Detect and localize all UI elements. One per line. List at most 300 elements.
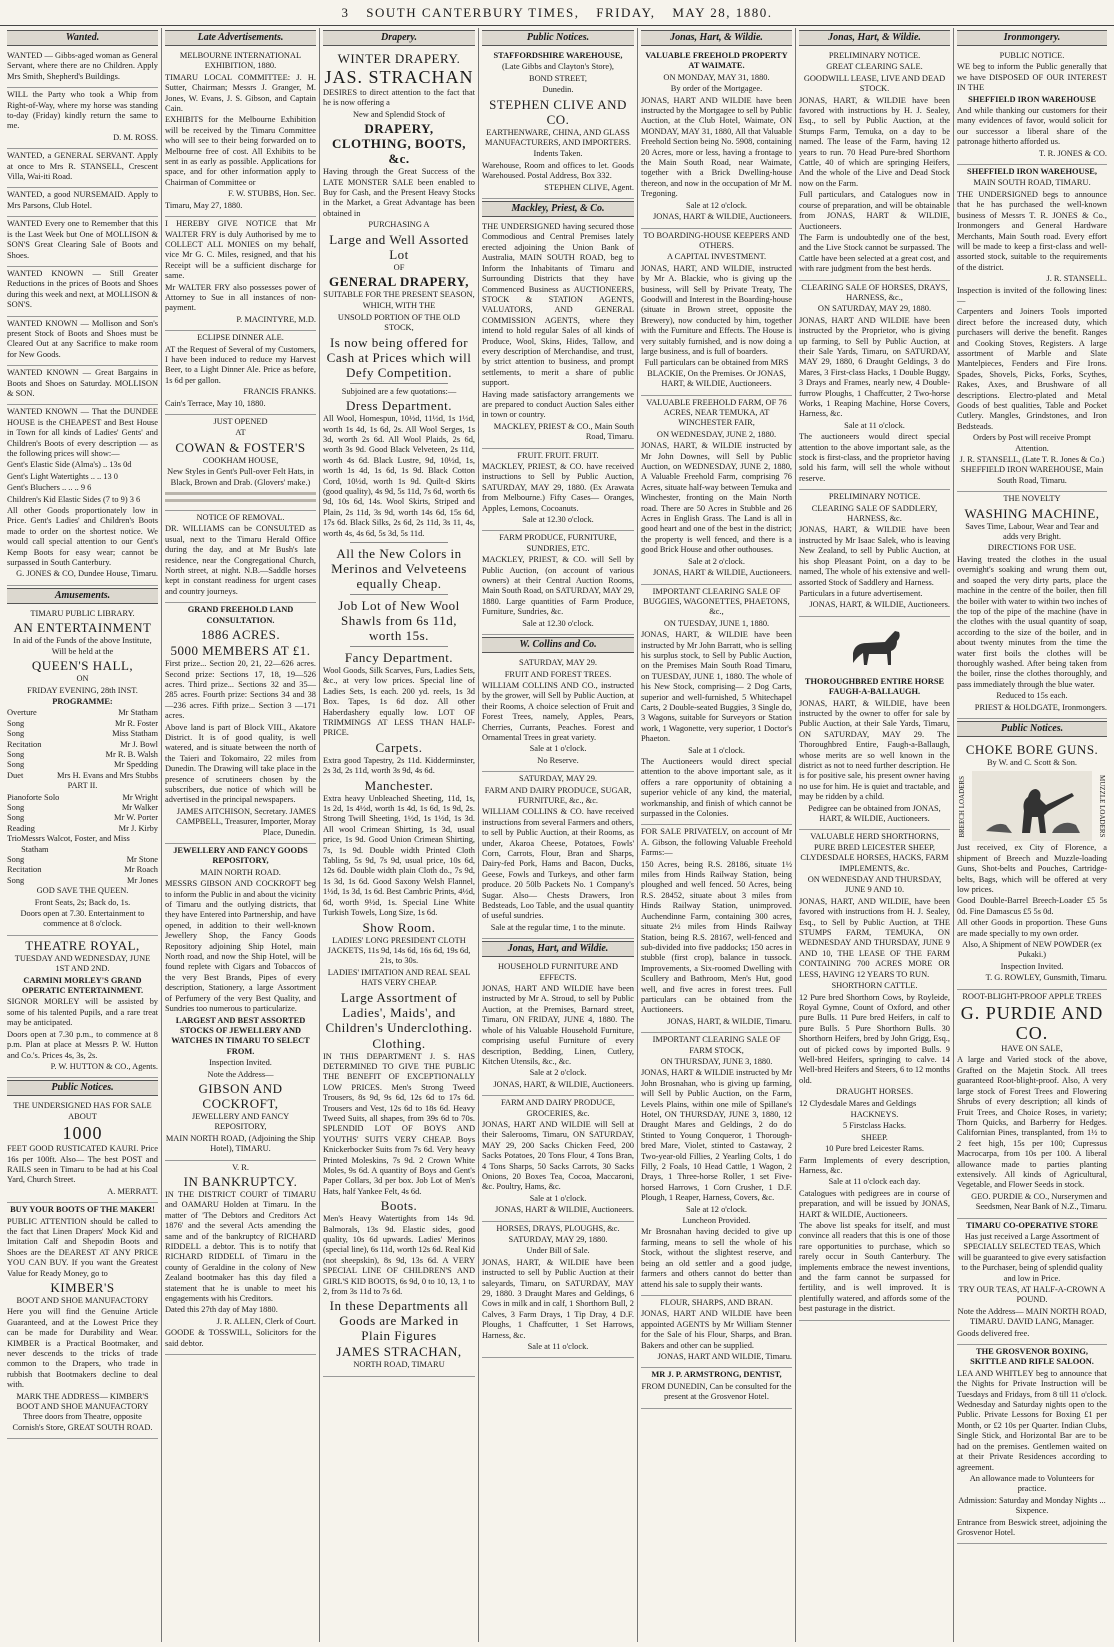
ad-text: PUBLIC ATTENTION should be called to the fact that Linen Drapers' Mock Kid and Imitation Calf and Shepodin Boots and Shoes are the DEAREST AT ANY PRICE YOU CAN BUY. If you want the Greatest Value for Ready Money, go to [7,1216,158,1278]
ad-address: Note the Address— MAIN NORTH ROAD, TIMARU. DAVID LANG, Manager. [957,1306,1107,1327]
ad-text: JONAS, HART, & WILDIE have been instructed by Mr John Barratt, who is selling his surplus stock, to Sell by Public Auction, on the Premises Main South Road Timaru, on TUESDAY, JUNE 1, 1880. The whole of his New Stock, comprising— 2 Dog Carts, superior and well-furnished, 5 Whitechapel Carts, 2 Double-seated Buggies, 3 Single do, 3 Wagons, suitable for Surveyors or Station work, 1 Wagonette, very superior, 1 Doctor's Phaeton. [641,630,792,744]
ad-heading: THE GROSVENOR BOXING, SKITTLE AND RIFLE SALOON. [970,1347,1094,1367]
ad-sub: A CAPITAL INVESTMENT. [666,252,767,262]
ad-heading: FRUIT AND FOREST TREES. [504,669,612,679]
column-7 [954,28,1110,1642]
ad-date: ON THURSDAY, JUNE 3, 1880. [660,1056,773,1066]
ad-address: MAIN NORTH ROAD. [200,867,281,877]
gibson-address: MAIN NORTH ROAD, (Adjoining the Ship Hotel), TIMARU. [165,1133,316,1154]
ad-signature: JONAS, HART & WILDIE, Auctioneers. [653,568,792,578]
programme-item [7,803,158,813]
ad-text: JONAS, HART, & WILDIE instructed by Mr John Downes, will Sell by Public Auction, on WEDNESDAY, JUNE 2, 1880, A Valuable Freehold Farm, comprising 76 Acres, situate half-way between Temuka and Winchester, fronting on the Main North road. There are 50 Acres in Stubble and 26 Acres in English Grass. The Land is all in good heart and one of the best in the district; the property is well fenced, and there is a good Brick House and other outhouses. [641,441,792,555]
ad-text: Indents Taken. [533,149,583,159]
venue: QUEEN'S HALL, [31,658,134,674]
inspection: Inspection Invited. [1000,961,1064,971]
ad-signature: JONAS, HART AND WILDIE, Timaru. [657,1351,792,1361]
ad-flour [641,1296,792,1368]
sale-time: Sale at 12 o'clock. [685,1204,748,1214]
section-heading-wanted: Wanted. [7,30,158,46]
ad-text: PURCHASING A [368,220,430,230]
ad-boarding-house [641,229,792,396]
ad-mackley-opening [482,220,634,449]
offering: Is now being offered for Cash at Prices which will Defy Competition. [326,334,472,380]
ad-signature: A. MERRATT. [107,1186,158,1196]
performer: Mr Stone [126,855,158,864]
ad-text: Mr WALTER FRY also possesses power of Attorney to Sue in all instances of non-payment. [165,282,316,313]
ad-heading: THOROUGHBRED ENTIRE HORSE FAUGH-A-BALLAUGH. [804,676,945,697]
sale-time: Sale at 12 o'clock. [685,200,748,210]
ad-strachan-drapery [323,49,475,1377]
item-type: Reading [7,823,35,833]
vr-mark: V. R. [232,1162,249,1172]
ad-text: Doors open at 7.30 p.m., to commence at 8 p.m. Plan at place at Messrs P. W. Hutton and Co.'s. Prices 4s, 3s, 2s. [7,1029,158,1060]
ad-text: Particulars in a future advertisement. [799,588,923,598]
dept-dress: Dress Department. [346,398,452,414]
performer: Mr Walker [121,802,158,812]
ad-text: Inspection is invited of the following lines:— [957,285,1107,305]
ad-waimate-property [641,49,792,229]
ad-text: JONAS, HART AND WILDIE have been instructed by the Mortgagee to sell by Public Auction, at the Club Hotel, Waimate, ON MONDAY, MAY 31, 1880, All that Valuable Freehold Section being No. 5908, containing 20 Acres, more or less, having a frontage to the Main South Road, near Waimate, together with a Brick Dwelling-house thereon, and now in the occupation of Mr M. Tregoning. [641,95,792,199]
programme-item [7,771,158,781]
ad-choke-bore-guns [957,740,1107,990]
ad-signature: FRANCIS FRANKS. [243,387,316,397]
section-heading-amusements: Amusements. [7,588,158,604]
performer: Mr Spedding [114,760,158,770]
programme-part-1 [7,708,158,781]
ad-date: ON TUESDAY, JUNE 1, 1880. [663,618,770,628]
ad-text: IN THIS DEPARTMENT J. S. HAS DETERMINED TO GIVE THE PUBLIC THE BENEFIT OF EXCEPTIONALLY LOW PRICES. Men's Strong Tweed Trousers, 8s 9d, 9s 6d, 12s 6d to 17s 6d. Trousers and Vest, 12s 6d to 18s 6d. Heavy Tweed Suits, all shapes, from 39s 6d to 70s. SPLENDID LOT OF BOYS AND YOUTHS' SUITS VERY CHEAP. Boys Knickerbocker Suits from 7s 6d. Very heavy Printed Moleskins, 7s 9d. 2 Crown White Moles, 9s 6d. A quantity of Boys and Gent's Paper Collars, 3d per box. Job Lot of Men's Hats, half Yankee Felt, 4s 6d. [323,1051,475,1196]
programme-item [7,719,158,729]
ad-mackley-farm [482,531,634,635]
ad-heading: CLEARING SALE OF SADDLERY, HARNESS, &c. [811,503,938,524]
price-line: Gent's Elastic Side (Alma's) .. 13s 0d [7,460,132,470]
ad-collins-dairy [482,772,634,939]
masthead-title: SOUTH CANTERBURY TIMES, [366,5,580,20]
ad-text: MACKLEY, PRIEST, & CO. will Sell by Public Auction, (on account of various owners) at their Central Auction Rooms, Main South Road, on SATURDAY, MAY 29, 1880. Large quantities of Farm Produce, Furniture, Sundries, &c. [482,555,634,617]
ad-collins-trees [482,656,634,772]
ad-text: (Late Gibbs and Clayton's Store), [502,62,614,72]
programme-item [7,834,158,855]
ad-text: WANTED KNOWN — Mollison and Son's present Stock of Boots and Shoes must be Cleared Out at any Sacrifice to make room for New Goods. [7,318,158,359]
winter-drapery: WINTER DRAPERY. [337,51,461,66]
ad-text: Above land is part of Block VIII., Akatore District. It is of good quality, is well watered, and is situate between the north of the Taieri and Tokomairo, 22 miles from Dunedin. The Drawing will take place in the presence of scrutineers chosen by the subscribers, due notice of which will be advertised in the principal newspapers. [165,722,316,805]
part-2-label: PART II. [67,781,98,791]
ad-text: Goods delivered free. [957,1328,1030,1338]
dept-clothing: Clothing. [372,1035,426,1051]
programme-item [7,855,158,865]
ad-washing-machine [957,492,1107,719]
ad-text: Saves Time, Labour, Wear and Tear and adds very Bright. [965,521,1099,542]
event-date: FRIDAY EVENING, 28th INST. [27,685,138,695]
ad-text: In aid of the Funds of the above Institute, Will be held at the [13,636,152,656]
ad-entire-horse [799,617,950,831]
ad-signature: STEPHEN CLIVE, Agent. [544,182,634,192]
ad-removal [165,511,316,603]
performer: Mr R. Foster [114,718,158,728]
ad-text: AT the Request of Several of my Customers, I have been induced to reduce my Harvest Beer, to a Light Dinner Ale. Price as before, 1s 6d per gallon. [165,344,316,385]
price-line: Children's Kid Elastic Sides (7 to 9) 3 6 [7,494,141,504]
section-heading-jhw: Jonas, Hart, and Wildie. [482,941,634,957]
ad-date: ON WEDNESDAY, JUNE 2, 1880. [656,429,777,439]
ad-heading: HOUSEHOLD FURNITURE AND EFFECTS. [497,962,619,982]
sale-time: Sale at 2 o'clock. [529,1068,587,1078]
section-heading-ironmongery: Ironmongery. [957,30,1107,46]
ad-text: BOND STREET, [528,73,587,83]
programme-item [7,708,158,718]
sale-time: Sale at 1 o'clock. [529,744,587,754]
ad-signature: F. W. STUBBS, Hon. Sec. [228,189,316,199]
admission: Admission: Saturday and Monday Nights ... Sixpence. [958,1495,1106,1516]
ad-mollison-3 [7,317,158,367]
ad-text: Having through the Great Success of the LATE MONSTER SALE been enabled to Buy for Cash, and the Present Heavy Stocks in the Market, a Great Advantage has been obtained in [323,167,475,218]
ad-signature: D. M. ROSS. [113,132,158,142]
ad-text: The Auctioneers would direct special attention to the above important sale, as it offers a rare opportunity of obtaining a superior vehicle of any kind, the material, workmanship, and finish of which cannot be surpassed in the Colonies. [641,757,792,819]
ad-text: Has just received a Large Assortment of SPECIALLY SELECTED TEAS, Which will be guaranteed to give every satisfaction to the Purchaser, being of splendid quality and low in Price. [958,1231,1106,1283]
on-label: ON [76,674,89,684]
theatre-company: CARMINI MORLEY'S GRAND OPERATIC ENTERTAINMENT. [21,975,144,996]
ad-date: SATURDAY, MAY 29. [518,658,598,668]
ad-text: WANTED, a GENERAL SERVANT. Apply at once to Mrs R. STANSELL, Crescent Villa, Wai-iti Road. [7,151,158,182]
seat-prices: Front Seats, 2s; Back do, 1s. [34,897,131,907]
ad-jewellery [165,844,316,1161]
item-type: Recitation [7,739,42,749]
ad-text: SIGNOR MORLEY will be assisted by some of his talented Pupils, and a rare treat may be anticipated. [7,997,158,1028]
performer: Mr W. Porter [114,813,158,823]
ad-text: LADIES' IMITATION AND REAL SEAL HATS VERY CHEAP. [327,967,471,988]
ad-text: Full particulars, and Catalogues now in course of preparation, and will be obtainable from JONAS, HART & WILDIE, Auctioneers. [799,190,950,231]
ad-text: Good Double-Barrel Breech-Loader £5 5s 0d. Fine Damascus £5 5s 0d. [957,896,1107,916]
price-line: Gent's Bluchers .. .. .. 9 6 [7,483,92,493]
sale-time: Sale at 1 o'clock. [529,1193,587,1203]
programme-part-2 [7,793,158,887]
ad-text: DR. WILLIAMS can be CONSULTED as usual, next to the Timaru Herald Office during the day, and at Mr Bush's late residence, near the Congregational Church, North street, at night. N.B.—Saddle horses kept in constant readiness for urgent cases and country journeys. [165,524,316,596]
ad-sub: PRELIMINARY NOTICE. [828,51,921,60]
ad-text: Carpenters and Joiners Tools imported direct before the increased duty, which purchasers will derive the benefit. Ranges and Cooking Stoves, Registers. A large assortment of Marble and Slate Mantelpieces, Fenders and Fire Irons. Spades, Shovels, Picks, Forks, Scythes, Rakes, Axes, and Brushware of all descriptions. Electro-plated and Metal Goods of best qualities, Table and Pocket Cutlery. Mangles, Grindstones, and Iron Bedsteads. [957,307,1107,431]
ad-text: Orders by Post will receive Prompt Attention. [973,433,1091,453]
ad-text: FOR SALE PRIVATELY, on account of Mr A. Gibson, the following Valuable Freehold Farms:— [641,827,792,858]
ad-text: THE UNDERSIGNED having secured those Commodious and Central Premises lately erected adjoining the Union Bank of Australia, MAIN SOUTH ROAD, beg to Inform the Inhabitants of Timaru and Surrounding Districts that they have Commenced Business as AUCTIONEERS, STOCK & STATION AGENTS, VALUATORS, AND GENERAL COMMISSION AGENTS, where they intend to hold regular Sales of all kinds of Produce, Wool, Skins, Hides, Tallow, and every description of Merchandise, and trust, by strict attention to business, and prompt settlements, to merit a share of public support. [482,222,634,388]
ad-signature: J. R. ALLEN, Clerk of Court. [216,1316,316,1326]
ad-text: The above list speaks for itself, and must convince all readers that this is one of those rare opportunities to purchase, which so rarely occur in South Canterbury. The implements embrace the newest inventions, and the farm cannot be surpassed for fertility, and is well improved. It is plentifully watered, and affords some of the best pasturage in the district. [799,1221,950,1314]
ad-heading: FRUIT. FRUIT. FRUIT. [517,450,599,460]
ad-heading: MELBOURNE INTERNATIONAL EXHIBITION, 1880. [179,51,302,71]
ad-general-servant [7,49,158,88]
divider [350,646,447,647]
item-type: Pianoforte Solo [7,792,60,802]
ad-date: ON SATURDAY, MAY 29, 1880. [817,304,932,314]
programme-item [7,865,158,875]
sub-heading: DIRECTIONS FOR USE. [987,543,1077,553]
ad-text: LADIES' LONG PRESIDENT CLOTH JACKETS, 11s 9d, 14s 6d, 16s 6d, 19s 6d, 21s, to 30s. [327,935,471,966]
ad-date: Timaru, May 27, 1880. [165,200,243,210]
ad-signature: JONAS, HART & WILDIE, Auctioneers. [495,1205,634,1215]
ad-text: THE UNDERSIGNED HAS FOR SALE ABOUT [13,1101,152,1121]
ad-signature: GEO. PURDIE & CO., Nurserymen and Seedsmen, Near Bank of N.Z., Timaru. [971,1191,1107,1212]
ad-theatre-royal [7,936,158,1078]
ad-text: WHICH, WITH THE [362,301,436,311]
column-5 [638,28,796,1642]
ad-signature: JONAS, HART, & WILDIE, Auctioneers. [493,1079,634,1089]
breech-label: BREECH LOADERS [958,775,966,838]
ad-sub: THE NOVELTY [1003,494,1061,504]
ad-text: WILLIAM COLLINS & CO. have received instructions from several Farmers and others, to sell by Public Auction, at their Rooms, as under, Akaroa Cheese, Potatoes, Fowls' Corn, Carrots, Flour, Bran and Sharps, Dairy-fed Pork, Hams and Bacon, Ducks, Geese, Fowls and Turkeys, and other farm produce. 20 50lb Packets No. 1 Company's Sugar. Also— Chests Drawers, Iron Bedsteads, Loo Table, and the usual quantity of useful sundries. [482,807,634,921]
performer: Mr Statham [118,708,158,718]
sub-heading: SHORTHORN CATTLE. [831,981,918,991]
ad-heading: FARM AND DAIRY PRODUCE, GROCERIES, &c. [500,1098,615,1118]
ad-text: All Wool, Homespun, 10½d, 11½d, 1s 1½d, worth 1s 4d, 1s 6d, 2s. All Wool Serges, 1s 3d, worth 2s 6d. All Wool Plaids, 2s 6d, worth 3s 9d. Good Black Velveteen, 2s 11d, worth 4s 6d. Black Lustre, 9d, 10½d, 1s, worth 1s 4d, 1s 6d, 1s 9d. Black Cotton Cord, 10½d, worth 1s 9d. Quilt-d Skirts (good quality), 4s 9d, 5s 11d, 7s 6d, worth 6s 9d, 10s 6d, 14s. Wool Skirts, Striped and Plain, 2s 11d, 3s 9d, worth 14s 6d, 15s 6d, 17s 6d. Black Silks, 2s 6d, 2s 11d, 3s 11, 4s, worth 4s, 4s 6d, 5s 3d, 5s 11d. [323,414,475,538]
ad-shorthorns [799,830,950,1320]
ad-heading: GRAND FREEHOLD LAND CONSULTATION. [187,605,294,625]
ad-text: DESIRES to direct attention to the fact that he is now offering a [323,88,475,108]
item-type: Song [7,749,25,759]
divider [350,383,447,384]
strachan-name: JAS. STRACHAN [324,67,474,87]
programme-item [7,876,158,886]
at-label: AT [235,428,246,438]
ad-heading: TIMARU CO-OPERATIVE STORE [966,1220,1098,1230]
ad-heading: PUBLIC NOTICE. [999,51,1065,60]
general-drapery: GENERAL DRAPERY, [329,274,469,290]
section-heading-public-notices: Public Notices. [482,30,634,46]
item-type: Overture [7,708,37,718]
gun-illustration [957,769,1107,843]
members: 5000 MEMBERS AT £1. [170,643,311,659]
ad-mollison-1 [7,217,158,267]
sale-time: Sale at 12.30 o'clock. [522,618,594,628]
dept-fancy: Fancy Department. [344,649,454,665]
ad-text: 5 Firstclass Hacks. [842,1121,907,1131]
ad-heading: VALUABLE HERD SHORTHORNS, PURE BRED LEICESTER SHEEP, CLYDESDALE HORSES, HACKS, FARM IMPLEMENTS, &c. [800,832,949,873]
masthead-date: MAY 28, 1880. [672,5,773,20]
ad-text: WANTED Every one to Remember that this is the Last Week but One of MOLLISON & SON'S Great Clearing Sale of Boots and Shoes. [7,219,158,260]
shop-name: COWAN & FOSTER'S [175,439,306,455]
ad-heading: SHEFFIELD IRON WAREHOUSE, [967,167,1097,177]
ad-text: An allowance made to Volunteers for practice. [969,1473,1095,1494]
performer: Mr J. Kirby [118,823,158,833]
section-heading-jhw: Jonas, Hart, & Wildie. [799,30,950,46]
ad-text: Having made satisfactory arrangements we are prepared to conduct Auction Sales either in town or country. [482,389,634,420]
ad-sub: By W. and C. Scott & Son. [986,757,1078,767]
ad-heading: WASHING MACHINE, [964,505,1100,521]
ad-text: Men's Heavy Watertights from 14s 9d. Balmorals, 13s 9d. Elastic sides, good quality, 10s 6d upwards. Ladies' Merinos (special line), 6s 11d, worth 12s 6d. Real Kid (not sheepskin), 8s 9d, 13s 6d. A VERY SPECIAL LINE OF CHILDREN'S AND GIRL'S KID BOOTS, 6s 9d, 0 to 10, 13, 1 to 2, from 3s 11d to 7s 6d. [323,1214,475,1297]
ad-text: TIMARU LOCAL COMMITTEE: J. H. Sutter, Chairman; Messrs J. Granger, M. Jones, W. Evans, J. S. Gibson, and Captain Cain. [165,72,316,114]
ad-highlight: TRY OUR TEAS, AT HALF-A-CROWN A POUND. [958,1285,1106,1305]
ad-heading: GOODWILL LEASE, LIVE AND DEAD STOCK. [803,73,946,94]
programme-title: PROGRAMME: [52,696,113,706]
ad-text: Full particulars can be obtained from MRS BLACKIE, On the Premises. Or JONAS, HART, & WILDIE, Auctioneers. [644,358,789,389]
ad-text: JONAS, HART, AND WILDIE, have been favored with instructions from H. J. Sealey, Esq., to Sell by Public Auction, at THE STUMPS FARM, TEMUKA, ON WEDNESDAY AND THURSDAY, JUNE 9 AND 10, THE LEASE OF THE FARM CONTAINING 700 ACRES MORE OR LESS, HAVING 12 YEARS TO RUN. [799,896,950,979]
ad-text: MACKLEY, PRIEST, & CO. have received instructions to Sell by Public Auction, SATURDAY, MAY 29, 1880. (Ex Arawata from Melbourne.) Fifty Cases— Oranges, Apples, Lemons, Cocoanuts. [482,462,634,513]
ad-sheffield-jones [957,49,1107,165]
ad-text: FROM DUNEDIN, Can be consulted for the present at the Grosvenor Hotel. [641,1381,792,1402]
item-type: Song [7,813,25,823]
ad-text: JONAS, HART, & WILDIE have been instructed to sell by Public Auction at their saleyards, Timaru, on SATURDAY, MAY 29, 1880. 3 Draught Mares and Geldings, 6 Cows in milk and in calf, 1 Shorthorn Bull, 2 Calves, 3 Farm Drays, 1 Tip Dray, 4 D.F. Ploughs, 1 Chaffcutter, 1 Set Harrows, Harness, &c. [482,1257,634,1340]
ad-sub: By order of the Mortgagee. [670,84,763,94]
ad-household-furniture [482,960,634,1096]
ad-entertainment [7,607,158,936]
plain-figures: In these Departments all Goods are Marked in Plain Figures [329,1298,469,1344]
section-heading-collins: W. Collins and Co. [482,637,634,653]
ad-servant-stansell [7,149,158,188]
timber-quantity: 1000 [62,1123,103,1144]
ad-text: 12 Clydesdale Mares and Geldings [799,1098,917,1108]
of-label: OF [393,262,405,272]
anthem: GOD SAVE THE QUEEN. [36,886,129,896]
ad-text: UNSOLD PORTION OF THE OLD STOCK, [337,312,461,333]
section-heading-jhw: Jonas, Hart, & Wildie. [641,30,792,46]
ad-text: Mr Brosnahan having decided to give up farming, means to sell the whole of his Stock, without the slightest reserve, and being an old settler and a good judge, farmers and others cannot do better than attend his sale to supply their wants. [641,1227,792,1289]
ad-signature: J. R. STANSELL, (Late T. R. Jones & Co.) SHEFFIELD IRON WAREHOUSE, Main South Road, Timaru. [959,455,1105,485]
ad-text: JONAS, HART & WILDIE instructed by Mr John Brosnahan, who is giving up farming, will Sell by Public Auction, on the Farm, Levels Plains, within one mile of Spillane's Hotel, ON THURSDAY, JUNE 3, 1880, 12 Draught Mares and Geldings, 2 do do Stinted to Young Conqueror, 1 Thorough-bred Mare, Violet, stinted to Castaway, 2 Two-year-old Fillies, 2 Yearling Colts, 1 do Filly, 2 Foals, 10 Head Cattle, 1 Wagon, 2 Drays, 1 Three-horse Roller, 1 set Five-horsed Harrows, 1 Corn Crusher, 1 D.F. Plough, 1 Reaper, Harness, Covers, &c. [641,1068,792,1203]
ad-farm-stock-clearing [641,1033,792,1296]
ad-horses-drays [482,1222,634,1359]
ad-date: Cain's Terrace, May 10, 1880. [165,398,266,408]
ad-text: Entrance from Beswick street, adjoining the Grosvenor Hotel. [957,1517,1107,1537]
ad-text: JONAS, HART, & WILDIE, have been instructed by the owner to offer for sale by Public Auction, at their Sale Yards, Timaru, ON SATURDAY, MAY 29. The Thoroughbred Entire, Faugh-a-Ballaugh, whose merits are so well known in the district as not to need further description. He is for positive sale, his present owner having no use for him. He is quiet and tractable, and may be ridden by a child. [799,698,950,802]
performer: Miss Statham [112,729,158,739]
ad-buggies [641,585,792,826]
sale-time: Sale at 11 o'clock each day. [828,1177,921,1187]
masthead-page: 3 [341,5,350,20]
gibson-sub: JEWELLERY AND FANCY REPOSITORY, [191,1111,290,1132]
ad-sub: GREAT CLEARING SALE. [826,62,923,72]
ad-heading: STAFFORDSHIRE WAREHOUSE, [493,51,623,60]
sale-time: Sale at 11 o'clock. [844,420,905,430]
ad-text: 10 Pure bred Leicester Rams. [825,1144,924,1154]
dept-show-room: Show Room. [362,919,436,935]
ad-text: I HEREBY GIVE NOTICE that Mr WALTER FRY is duly Authorised by me to COLLECT ALL MONIES on my behalf, vice Mr G. C. Miles, resigned, and that his Receipt will be a sufficient discharge for same. [165,219,316,281]
ad-bankruptcy [165,1161,316,1356]
ad-mollison-2 [7,267,158,317]
ad-heading: ROOT-BLIGHT-PROOF APPLE TREES [962,991,1102,1001]
ad-sheffield-stansell [957,165,1107,492]
ad-text: All other Goods in proportion. These Guns are made specially to my own order. [957,918,1107,938]
section-heading-drapery: Drapery. [323,30,475,46]
ad-text: All other Goods proportionately low in Price. Gent's Ladies' and Children's Boots made to order on the shortest notice. We would call special attention to our Gent's Kemp Boots for easy wear; cannot be surpassed in South Canterbury. [7,506,158,568]
programme-item [7,813,158,823]
ad-text: WANTED KNOWN — Still Greater Reductions in the prices of Boots and Shoes during this week and next, at MOLLISON & SON'S. [7,268,158,310]
item-type: Song [7,875,25,885]
sub-heading: DRAUGHT HORSES. [835,1087,914,1097]
ad-text: EXHIBITS for the Melbourne Exhibition will be received by the Timaru Committee who will see to their being forwarded on to Melbourne free of cost. All Exhibits to be sent in as early as possible. Applications for space, and for other information apply to Chairman of Committee or [165,115,316,187]
ad-solicitors: GOODE & TOSSWILL, Solicitors for the said debtor. [165,1328,316,1348]
ad-heading: ECLIPSE DINNER ALE. [197,333,284,343]
ad-text: THE UNDERSIGNED begs to announce that he has purchased the well-known business of Messrs T. R. JONES & Co., Ironmongers and General Hardware Merchants, Main South road. Every effort will be made to keep a first-class and well-assorted stock, suitable to the requirements of the district. [957,189,1107,272]
performer: Mr Wright [122,792,158,802]
ad-nursemaid [7,188,158,217]
dept-manchester: Manchester. [364,777,434,793]
ad-heading: CLEARING SALE OF HORSES, DRAYS, HARNESS, &c., [801,282,948,302]
ad-heading: IN BANKRUPTCY. [183,1173,298,1189]
ad-date: SATURDAY, MAY 29, 1880. [508,1235,608,1244]
purdie-name: G. PURDIE AND CO. [960,1003,1104,1044]
inspection: Inspection Invited. [209,1058,272,1068]
ad-heading: CHOKE BORE GUNS. [965,741,1099,757]
kimber-address: MARK THE ADDRESS— KIMBER'S BOOT AND SHOE MANUFACTORY Three doors from Theatre, opposite Cornish's Store, GREAT SOUTH ROAD. [12,1391,153,1432]
performer: Mr R. B. Walsh [105,749,158,759]
ad-text: Catalogues with pedigrees are in course of preparation, and will be issued by JONAS, HART & WILDIE, Auctioneers. [799,1188,950,1219]
shawls: Job Lot of New Wool Shawls from 6s 11d, worth 15s. [338,597,460,643]
ad-text: Also, A Shipment of NEW POWDER (ex Pukaki.) [962,940,1102,960]
divider [350,542,447,543]
ad-cowan-foster [165,415,316,511]
column-3 [320,28,479,1642]
item-type: Song [7,729,25,739]
colors: All the New Colors in Merinos and Velveteens equally Cheap. [331,545,467,591]
ad-text: WANTED — Gibbs-aged woman as General Servant, where there are no Children. Apply Mrs Smith, Shepherd's Buildings. [7,51,158,81]
kimber-sub: BOOT AND SHOE MANUFACTORY [16,1296,149,1305]
ad-dundee-house [7,405,158,586]
programme-item [7,750,158,760]
ad-text: Extra heavy Unbleached Sheeting, 11d, 1s, 1s 2d, 1s 4½d, worth 1s 4d, 1s 6d, 1s 9d, 2s. Strong Twill Sheeting, 1½d, 1s 1½d, 1s 3d. All wool Crimean Shirting, 1s 3d, usual price, 1s 9d. Good Union Crimean Shirting, 7s, 1s 9d. Double width Printed Cloth Tabling, 5s 9d, 7s 9d, usual price, 10s 6d, 12s 6d. Double width plain Cloth do., 7s 9d, 1s 3d, 1s 6d. Good Saxony Welsh Flannel, 1½d, 1s 3d, 1s 6d. Best Cambric Prints, 4½d, 6d, worth 9½d, 1s. Special Line White Turkish Towels, Long Size, 1s 6d. [323,793,475,918]
ad-temuka-farm [641,396,792,585]
ad-text: WILLIAM COLLINS AND CO., instructed by the grower, will Sell by Public Auction, at their Rooms, A choice selection of Fruit and Forest Trees, namely, Apples, Pears, Cherries, Currants, Peaches. Forest and Ornamental Trees in great variety. [482,680,634,742]
section-heading-public-notices: Public Notices. [7,1080,158,1096]
ad-private-sale [641,825,792,1033]
ad-signature: J. R. STANSELL. [1046,274,1107,284]
sub-heading: HACKNEYS. [850,1109,899,1119]
library-title: TIMARU PUBLIC LIBRARY. [30,608,135,618]
ad-text: Pedigree can be obtained from JONAS, HART, & WILDIE, Auctioneers. [808,803,941,823]
programme-item [7,740,158,750]
performer: Messrs Walcot, Foster, and Miss Statham [21,834,130,854]
ad-heading: BUY YOUR BOOTS OF THE MAKER! [10,1205,155,1215]
ad-signature: T. R. JONES & CO. [1038,148,1107,158]
ad-kimber-boots [7,1203,158,1439]
no-reserve: No Reserve. [537,755,579,765]
section-heading-late-ads: Late Advertisements. [165,30,316,46]
ad-heading: JUST OPENED [213,417,268,426]
performer: Mr J. Bowl [120,739,158,749]
item-type: Song [7,760,25,770]
newspaper-page [4,28,1110,1642]
masthead-day: FRIDAY, [596,5,656,20]
ad-signature: T. G. ROWLEY, Gunsmith, Timaru. [985,973,1107,983]
masthead [0,0,1114,26]
ad-heading: NOTICE OF REMOVAL. [196,513,285,523]
ad-signature: MACKLEY, PRIEST & CO., Main South Road, Timaru. [493,421,634,442]
column-2 [162,28,320,1642]
ad-staffordshire [482,49,634,199]
ad-date: Dated this 27th day of May 1880. [165,1305,278,1315]
price-line: Gent's Light Watertights .. .. 13 0 [7,471,118,481]
ad-grosvenor-saloon [957,1345,1107,1544]
gibson-name: GIBSON AND COCKROFT, [198,1080,283,1111]
ad-text: Subjoined are a few quotations:— [341,386,457,396]
column-1 [4,28,162,1642]
ad-text: WILL the Party who took a Whip from Right-of-Way, where my horse was standing to-day (Friday) kindly return the same to me. [7,90,158,131]
ad-heading: VALUABLE FREEHOLD FARM, OF 76 ACRES, NEAR TEMUKA, AT WINCHESTER FAIR, [646,397,787,428]
ad-address: NORTH ROAD, TIMARU [353,1360,445,1370]
item-type: Song [7,855,25,864]
ad-text: Farm Implements of every description, Harness, &c. [799,1155,950,1175]
ad-dentist [641,1368,792,1408]
ad-mollison-4 [7,366,158,405]
item-type: Duet [7,770,24,780]
note-address: Note the Address— [207,1069,274,1079]
ad-whip [7,88,158,149]
ad-land-consultation [165,603,316,844]
performer: Mrs H. Evans and Mrs Stubbs [57,770,158,780]
ad-heading: MR J. P. ARMSTRONG, DENTIST, [651,1370,782,1380]
ad-text: New and Splendid Stock of [352,109,446,119]
item-type: Song [7,802,25,812]
underclothing: Large Assortment of Ladies', Maids', and Children's Underclothing. [325,989,473,1035]
ad-macintyre-notice [165,217,316,331]
sale-time: Sale at 1 o'clock. [688,745,745,755]
ad-highlight: LARGEST AND BEST ASSORTED STOCKS OF JEWELLERY AND WATCHES IN TIMARU TO SELECT FROM. [171,1015,310,1056]
ad-text: IN THE DISTRICT COURT of TIMARU and OAMARU Holden at Timaru. In the matter of 'The Debtors and Creditors Act 1876' and the several Acts amending the same and of the bankruptcy of RICHARD RIDDELL a debtor. This is to notify that RICHARD RIDDELL of Timaru in the county of Geraldine in the colony of New Zealand bootmaker has this day filed a statement that he is unable to meet his engagements with his Creditors. [165,1189,316,1304]
